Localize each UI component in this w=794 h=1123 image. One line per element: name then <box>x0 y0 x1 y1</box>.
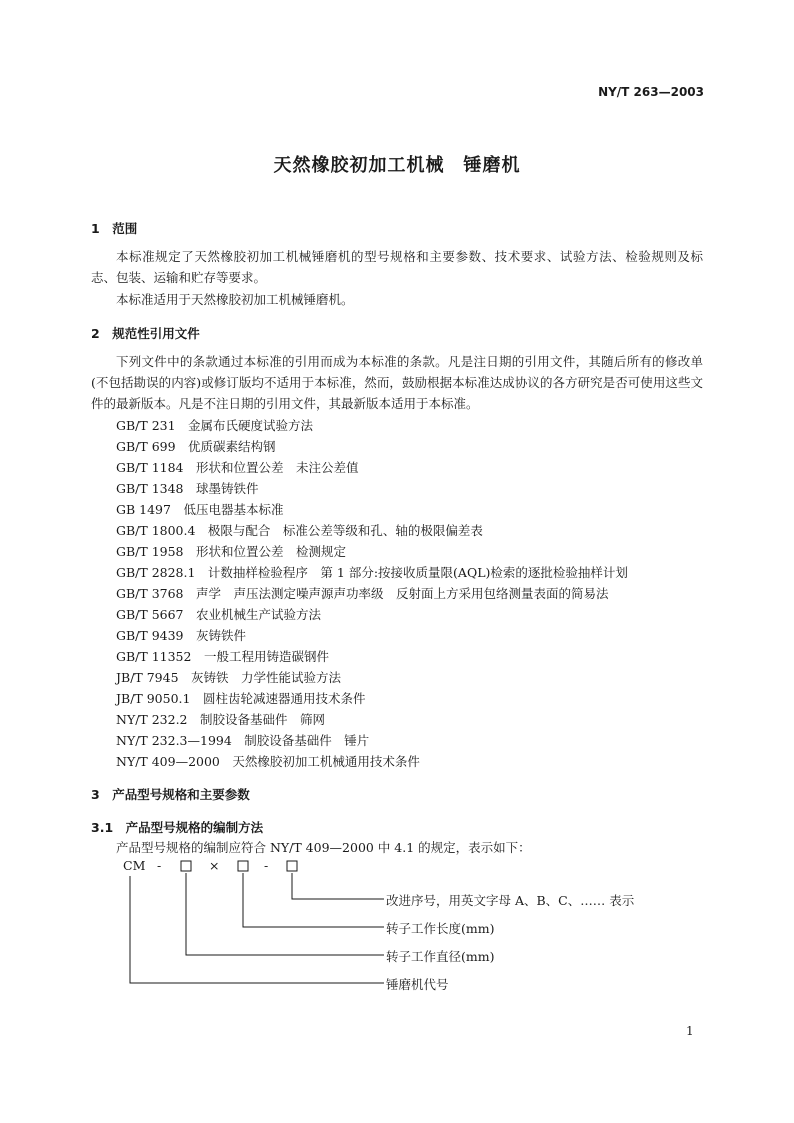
reference-item: GB/T 1184 形状和位置公差 未注公差值 <box>116 460 359 475</box>
standard-code: NY/T 263—2003 <box>598 85 704 99</box>
diameter-box <box>181 861 191 871</box>
model-prefix: CM <box>123 858 146 873</box>
reference-item: JB/T 7945 灰铸铁 力学性能试验方法 <box>116 670 342 685</box>
section-3-1-paragraph: 产品型号规格的编制应符合 NY/T 409—2000 中 4.1 的规定，表示如下： <box>116 840 531 855</box>
section-1-heading: 1 范围 <box>91 221 138 236</box>
section-2-heading: 2 规范性引用文件 <box>91 326 200 341</box>
reference-item: NY/T 232.2 制胶设备基础件 筛网 <box>116 712 325 727</box>
leader-line-revision <box>292 873 384 899</box>
label-rotor-diameter: 转子工作直径(mm) <box>386 949 495 964</box>
section-1-paragraph-2: 本标准适用于天然橡胶初加工机械锤磨机。 <box>116 292 354 307</box>
reference-item: GB/T 9439 灰铸铁件 <box>116 628 247 643</box>
section-2-paragraph: 下列文件中的条款通过本标准的引用而成为本标准的条款。凡是注日期的引用文件，其随后所有的修改单(不包括勘误的内容)或修订版均不适用于本标准，然而，鼓励根据本标准达成协议的各方研究是否可使用这些文件的最新版本。凡是不注日期的引用文件，其最新版本适用于本标准。 <box>91 354 703 411</box>
reference-item: GB 1497 低压电器基本标准 <box>116 502 284 517</box>
reference-item: GB/T 1348 球墨铸铁件 <box>116 481 259 496</box>
times-separator: × <box>209 858 220 873</box>
section-3-1-heading: 3.1 产品型号规格的编制方法 <box>91 820 264 835</box>
reference-item: JB/T 9050.1 圆柱齿轮减速器通用技术条件 <box>116 691 366 706</box>
leader-line-length <box>243 873 384 927</box>
leader-line-code <box>130 876 384 983</box>
reference-item: GB/T 3768 声学 声压法测定噪声源声功率级 反射面上方采用包络测量表面的简易法 <box>116 586 609 601</box>
reference-item: GB/T 11352 一般工程用铸造碳钢件 <box>116 649 329 664</box>
reference-item: GB/T 699 优质碳素结构钢 <box>116 439 276 454</box>
document-title: 天然橡胶初加工机械 锤磨机 <box>273 155 521 176</box>
reference-item: NY/T 409—2000 天然橡胶初加工机械通用技术条件 <box>116 754 420 769</box>
reference-item: GB/T 2828.1 计数抽样检验程序 第 1 部分:按接收质量限(AQL)检索的逐批检验抽样计划 <box>116 565 628 580</box>
section-1-paragraph-1: 本标准规定了天然橡胶初加工机械锤磨机的型号规格和主要参数、技术要求、试验方法、检验规则及标志、包装、运输和贮存等要求。 <box>91 249 703 285</box>
label-rotor-length: 转子工作长度(mm) <box>386 921 495 936</box>
length-box <box>238 861 248 871</box>
reference-item: GB/T 1800.4 极限与配合 标准公差等级和孔、轴的极限偏差表 <box>116 523 483 538</box>
leader-line-diameter <box>186 873 384 955</box>
dash-separator: - <box>157 858 162 873</box>
page-number: 1 <box>686 1024 694 1038</box>
reference-item: GB/T 1958 形状和位置公差 检测规定 <box>116 544 347 559</box>
reference-item: NY/T 232.3—1994 制胶设备基础件 锤片 <box>116 733 370 748</box>
dash-separator: - <box>264 858 269 873</box>
reference-item: GB/T 5667 农业机械生产试验方法 <box>116 607 322 622</box>
label-revision: 改进序号，用英文字母 A、B、C、…… 表示 <box>386 893 635 908</box>
section-3-heading: 3 产品型号规格和主要参数 <box>91 787 250 802</box>
reference-item: GB/T 231 金属布氏硬度试验方法 <box>116 418 314 433</box>
label-machine-code: 锤磨机代号 <box>386 977 449 992</box>
revision-box <box>287 861 297 871</box>
